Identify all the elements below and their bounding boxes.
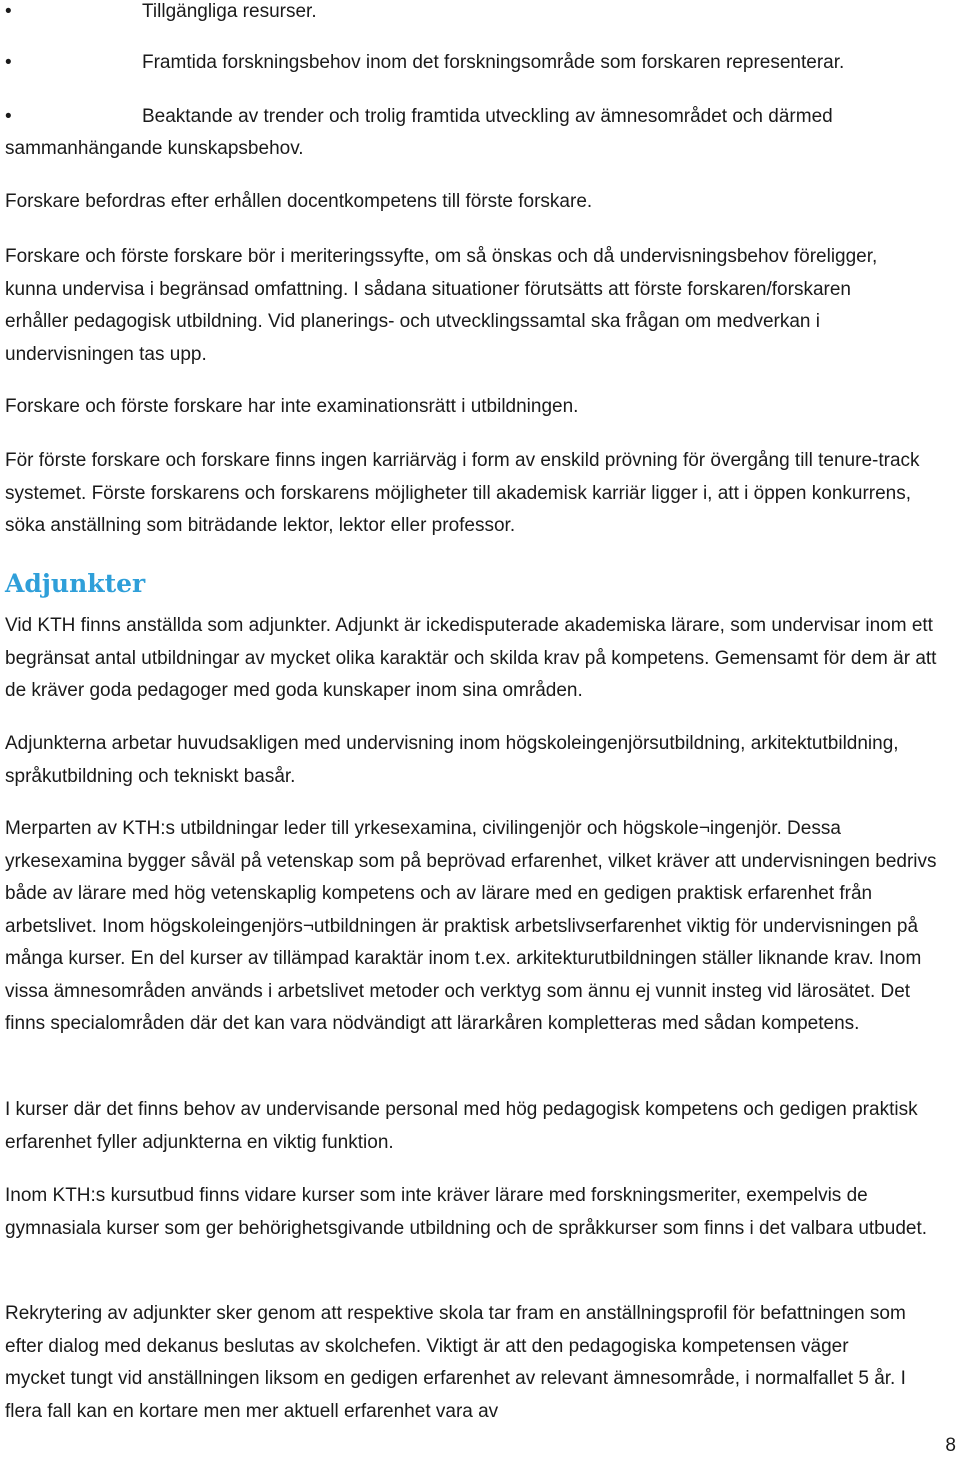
paragraph: Forskare befordras efter erhållen docentkompetens till förste forskare. [5, 191, 593, 212]
bullet-icon: • [5, 106, 12, 127]
section-heading: Adjunkter [5, 569, 146, 598]
bullet-icon: • [5, 52, 12, 73]
bullet-item [5, 101, 945, 165]
bullet-text: Tillgängliga resurser. [142, 1, 317, 22]
paragraph: För förste forskare och forskare finns ingen karriärväg i form av enskild prövning för övergång till tenure-track systemet. Förste forskarens och forskarens möjligheter till akademisk karriär ligger i, att i öppen konkurrens, söka anställning som biträdande lektor, lektor eller professor. [5, 450, 920, 536]
paragraph: Forskare och förste forskare har inte examinationsrätt i utbildningen. [5, 396, 579, 417]
paragraph: I kurser där det finns behov av undervisande personal med hög pedagogisk kompetens och gedigen praktisk erfarenhet fyller adjunkterna en viktig funktion. [5, 1099, 918, 1153]
paragraph: Forskare och förste forskare bör i meriteringssyfte, om så önskas och då undervisningsbehov föreligger, kunna undervisa i begränsad omfattning. I sådana situationer förutsätts att förste forskaren/forskaren erhåller pedagogisk utbildning. Vid planerings- och utvecklingssamtal ska frågan om medverkan i undervisningen tas upp. [5, 246, 878, 365]
paragraph: Rekrytering av adjunkter sker genom att respektive skola tar fram en anställningsprofil för befattningen som efter dialog med dekanus beslutas av skolchefen. Viktigt är att den pedagogiska kompetensen väger mycket tungt vid anställningen liksom en gedigen erfarenhet av relevant ämnesområde, i normalfallet 5 år. I flera fall kan en kortare men mer aktuell erfarenhet vara av [5, 1303, 906, 1422]
paragraph: Merparten av KTH:s utbildningar leder till yrkesexamina, civilingenjör och högskole¬ingenjör. Dessa yrkesexamina bygger såväl på vetenskap som på beprövad erfarenhet, vilket kräver att undervisningen bedrivs både av lärare med hög vetenskaplig kompetens och av lärare med en gedigen praktisk erfarenhet från arbetslivet. Inom högskoleingenjörs¬utbildningen är praktisk arbetslivserfarenhet viktig för undervisningen på många kurser. En del kurser av tillämpad karaktär inom t.ex. arkitekturutbildningen ställer liknande krav. Inom vissa ämnesområden används i arbetslivet metoder och verktyg som ännu ej vunnit insteg vid lärosätet. Det finns specialområden där det kan vara nödvändigt att lärarkåren kompletteras med sådan kompetens. [5, 818, 937, 1034]
paragraph: Adjunkterna arbetar huvudsakligen med undervisning inom högskoleingenjörsutbildning, arkitektutbildning, språkutbildning och tekniskt basår. [5, 733, 899, 787]
bullet-item [5, 0, 953, 28]
paragraph: Inom KTH:s kursutbud finns vidare kurser som inte kräver lärare med forskningsmeriter, exempelvis de gymnasiala kurser som ger behörighetsgivande utbildning och de språkkurser som finns i det valbara utbudet. [5, 1185, 928, 1239]
bullet-icon: • [5, 1, 12, 22]
bullet-text: Beaktande av trender och trolig framtida utveckling av ämnesområdet och därmed sammanhängande kunskapsbehov. [5, 106, 833, 159]
paragraph: Vid KTH finns anställda som adjunkter. Adjunkt är ickedisputerade akademiska lärare, som undervisar inom ett begränsat antal utbildningar av mycket olika karaktär och skilda krav på kompetens. Gemensamt för dem är att de kräver goda pedagoger med goda kunskaper inom sina områden. [5, 615, 937, 701]
page-number: 8 [945, 1435, 956, 1456]
bullet-item [5, 47, 953, 79]
bullet-text: Framtida forskningsbehov inom det forskningsområde som forskaren representerar. [142, 52, 845, 73]
